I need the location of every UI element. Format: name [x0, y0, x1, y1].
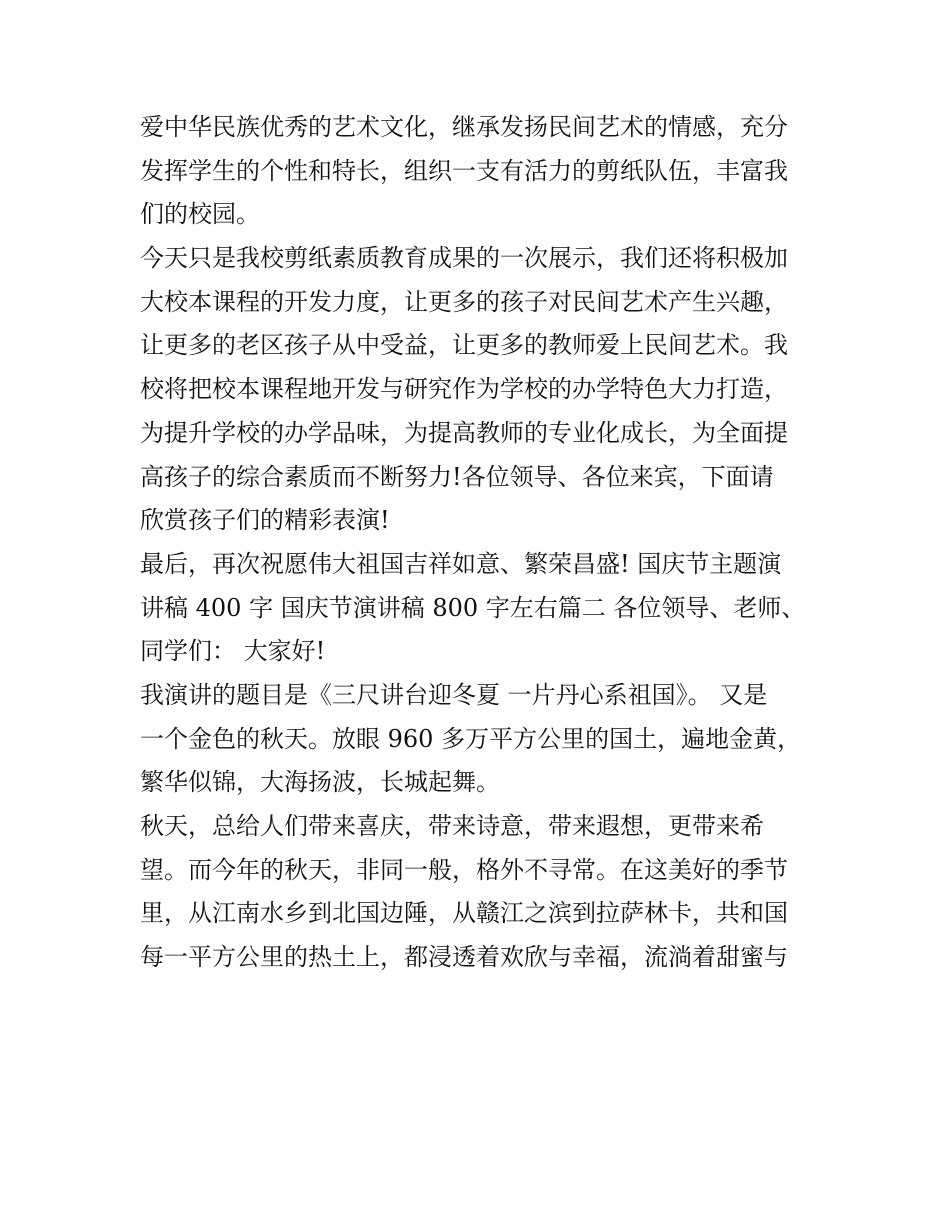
- text-line: 为提升学校的办学品味，为提高教师的专业化成长，为全面提: [140, 418, 788, 447]
- text-line: 繁华似锦，大海扬波，长城起舞。: [140, 768, 500, 797]
- text-line: 每一平方公里的热土上，都浸透着欢欣与幸福，流淌着甜蜜与: [140, 943, 788, 972]
- text-line: 最后，再次祝愿伟大祖国吉祥如意、繁荣昌盛! 国庆节主题演: [140, 549, 782, 578]
- text-line: 我演讲的题目是《三尺讲台迎冬夏 一片丹心系祖国》。 又是: [140, 680, 768, 709]
- text-line: 们的校园。: [140, 200, 260, 229]
- text-line: 一个金色的秋天。放眼 960 多万平方公里的国土，遍地金黄，: [140, 724, 802, 753]
- text-line: 欣赏孩子们的精彩表演!: [140, 506, 390, 535]
- text-line: 大校本课程的开发力度，让更多的孩子对民间艺术产生兴趣，: [140, 287, 788, 316]
- text-line: 望。而今年的秋天，非同一般，格外不寻常。在这美好的季节: [140, 855, 788, 884]
- text-line: 同学们： 大家好!: [140, 637, 326, 666]
- text-line: 发挥学生的个性和特长，组织一支有活力的剪纸队伍，丰富我: [140, 156, 788, 185]
- text-line: 秋天，总给人们带来喜庆，带来诗意，带来遐想，更带来希: [140, 812, 764, 840]
- text-line: 今天只是我校剪纸素质教育成果的一次展示，我们还将积极加: [140, 244, 788, 273]
- text-line: 爱中华民族优秀的艺术文化，继承发扬民间艺术的情感，充分: [140, 113, 788, 141]
- text-line: 校将把校本课程地开发与研究作为学校的办学特色大力打造，: [140, 375, 788, 404]
- text-line: 里，从江南水乡到北国边陲，从赣江之滨到拉萨林卡，共和国: [140, 899, 788, 928]
- body-text: [140, 106, 820, 980]
- text-line: 讲稿 400 字 国庆节演讲稿 800 字左右篇二 各位领导、老师、: [140, 593, 806, 622]
- text-line: 高孩子的综合素质而不断努力!各位领导、各位来宾，下面请: [140, 462, 774, 491]
- text-line: 让更多的老区孩子从中受益，让更多的教师爱上民间艺术。我: [140, 331, 788, 360]
